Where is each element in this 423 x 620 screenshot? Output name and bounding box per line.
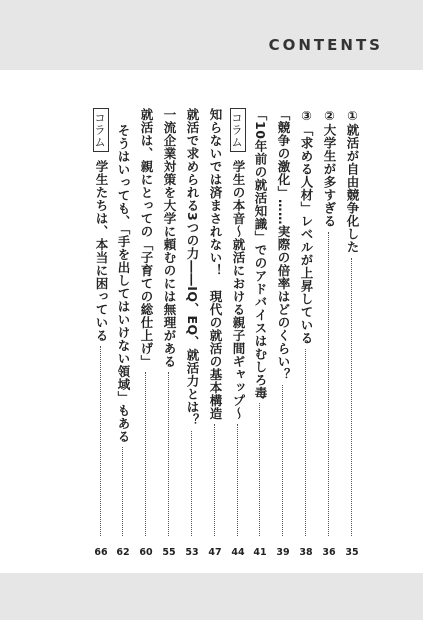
dot-leader xyxy=(282,385,283,536)
toc-entry-title: 学生たちは、本当に困っている xyxy=(94,160,109,342)
toc-entry-title: 「10年前の就活知識」でのアドバイスはむしろ毒 xyxy=(253,108,268,400)
dot-leader xyxy=(305,349,306,536)
dot-leader xyxy=(214,424,215,536)
toc-page-number: 35 xyxy=(345,547,359,558)
dot-leader xyxy=(168,372,169,536)
toc-entry-title: 就活は、親にとっての「子育ての総仕上げ」 xyxy=(139,108,154,368)
dot-leader xyxy=(259,403,260,536)
header-band xyxy=(0,0,423,70)
column-label: コラム xyxy=(230,108,246,152)
toc-entry[interactable] xyxy=(115,124,131,558)
toc-page-number: 66 xyxy=(94,547,108,558)
toc-entry[interactable] xyxy=(252,108,268,558)
toc-page-number: 38 xyxy=(299,547,313,558)
toc-entry[interactable] xyxy=(184,108,200,558)
dot-leader xyxy=(100,346,101,536)
toc-entry-title: ②大学生が多すぎる xyxy=(322,108,337,228)
toc-page-number: 55 xyxy=(162,547,176,558)
toc-entry-title: ③「求める人材」レベルが上昇している xyxy=(299,108,314,345)
dot-leader xyxy=(122,447,123,536)
toc-page-number: 60 xyxy=(139,547,153,558)
toc-page-number: 53 xyxy=(185,547,199,558)
toc-entry[interactable] xyxy=(207,108,223,558)
toc-entry[interactable] xyxy=(230,160,246,558)
column-label: コラム xyxy=(93,108,109,152)
toc-entry[interactable] xyxy=(93,160,109,558)
toc-entry-title: 一流企業対策を大学に頼むのには無理がある xyxy=(162,108,177,368)
toc-entry[interactable] xyxy=(161,108,177,558)
table-of-contents xyxy=(70,108,362,558)
dot-leader xyxy=(191,431,192,536)
toc-page-number: 36 xyxy=(322,547,336,558)
toc-page-number: 47 xyxy=(208,547,222,558)
toc-page-number: 41 xyxy=(253,547,267,558)
toc-page-number: 62 xyxy=(116,547,130,558)
contents-title: CONTENTS xyxy=(268,36,383,54)
toc-entry[interactable] xyxy=(344,108,360,558)
toc-entry[interactable] xyxy=(298,108,314,558)
dot-leader xyxy=(237,424,238,536)
footer-band xyxy=(0,573,423,620)
toc-page-number: 39 xyxy=(276,547,290,558)
toc-entry-title: ①就活が自由競争化した xyxy=(345,108,360,254)
toc-entry-title: 学生の本音～就活における親子間ギャップ～ xyxy=(231,160,246,420)
dot-leader xyxy=(351,258,352,536)
toc-column-label xyxy=(93,108,109,154)
toc-entry[interactable] xyxy=(138,108,154,558)
dot-leader xyxy=(328,232,329,536)
dot-leader xyxy=(145,372,146,536)
toc-entry-title: 就活で求められる3つの力――IQ、EQ、就活力とは？ xyxy=(185,108,200,427)
toc-entry-title: そうはいっても、「手を出してはいけない領域」もある xyxy=(116,124,131,443)
toc-page-number: 44 xyxy=(231,547,245,558)
toc-entry[interactable] xyxy=(275,108,291,558)
toc-entry-title: 知らないでは済まされない！ 現代の就活の基本構造 xyxy=(208,108,223,420)
toc-entry[interactable] xyxy=(321,108,337,558)
toc-column-label xyxy=(230,108,246,154)
toc-entry-title: 「競争の激化」……実際の倍率はどのくらい？ xyxy=(276,108,291,381)
